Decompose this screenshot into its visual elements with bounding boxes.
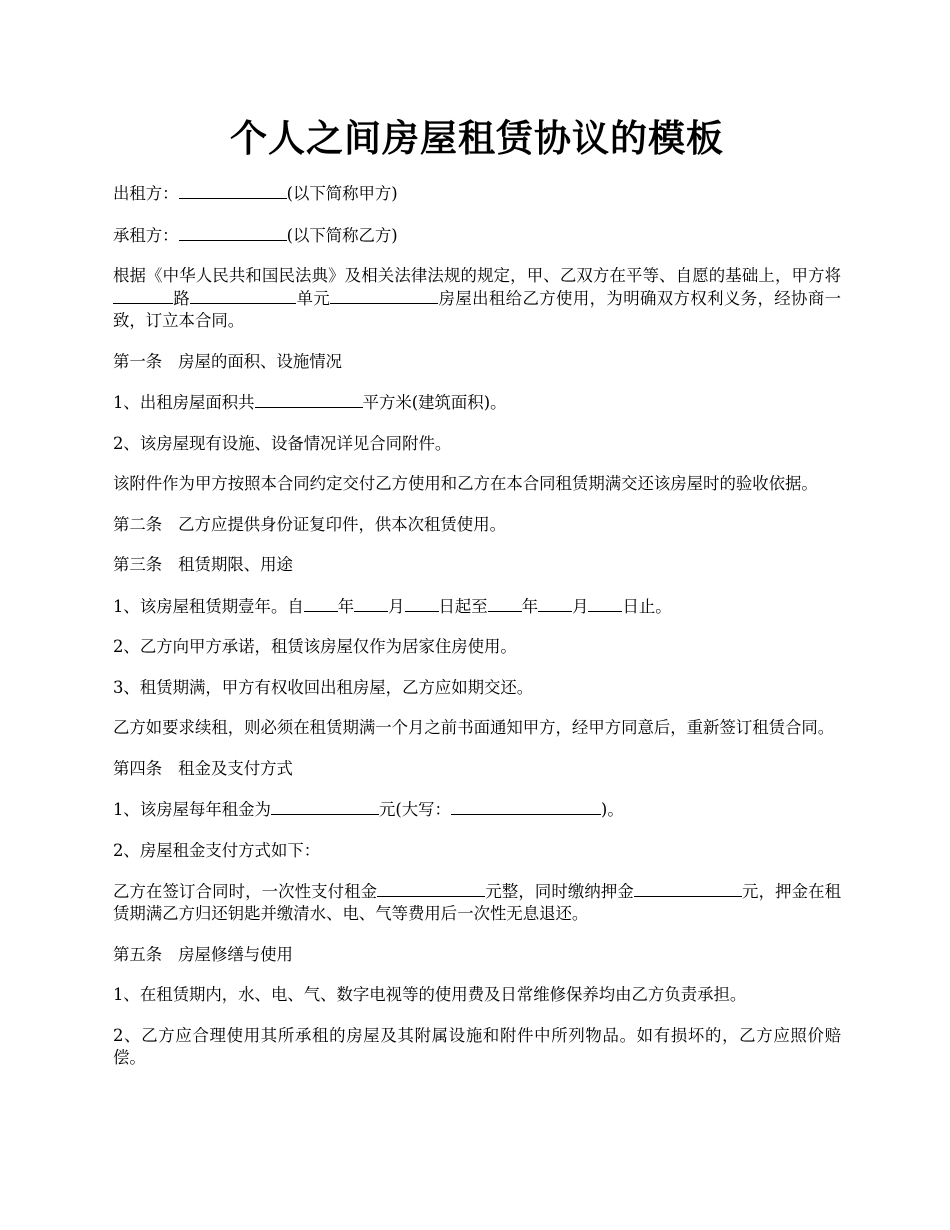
article-4-heading [113,758,841,780]
intro-text-2: 路 [173,289,191,308]
article-1-title: 房屋的面积、设施情况 [178,351,343,371]
article-4-payment [113,880,841,925]
intro-text-1: 根据《中华人民共和国民法典》及相关法律法规的规定，甲、乙双方在平等、自愿的基础上，甲方将 [113,266,841,285]
article-1-item-2: 2、该房屋现有设施、设备情况详见合同附件。 [113,433,452,453]
article-3-note: 乙方如要求续租，则必须在租赁期满一个月之前书面通知甲方，经甲方同意后，重新签订租赁合同。 [113,718,835,737]
end-month-label: 月 [572,596,589,616]
article-3-item-1 [113,595,841,618]
payment-text-3: 元，押金在租赁期满乙方归还钥匙并缴清水、电、气等费用后一次性无息退还。 [113,882,842,923]
end-year-label: 年 [521,596,539,616]
article-3-heading [113,554,841,576]
end-year-blank [488,595,522,612]
rent-text-3: )。 [600,800,624,819]
rent-text-2: 元(大写： [378,800,451,819]
rent-amount-blank [271,798,379,815]
rent-text-1: 1、该房屋每年租金为 [113,800,271,819]
article-4-title: 租金及支付方式 [178,758,293,778]
lessee-suffix: (以下简称乙方) [286,225,398,245]
article-3-title: 租赁期限、用途 [178,555,293,574]
article-5-number: 第五条 [113,944,163,964]
article-4-item-2: 2、房屋租金支付方式如下： [113,840,321,860]
payment-text-1: 乙方在签订合同时，一次性支付租金 [113,882,378,901]
article-2-title: 乙方应提供身份证复印件，供本次租赁使用。 [178,514,506,534]
article-3-number: 第三条 [113,555,163,574]
article-4-item-1 [113,798,841,821]
article-2-number: 第二条 [113,514,163,534]
intro-paragraph [113,265,841,332]
lessee-line [113,224,841,247]
article-5-heading [113,944,841,966]
article-3-item-3: 3、租赁期满，甲方有权收回出租房屋，乙方应如期交还。 [113,677,534,697]
area-text-2: 平方米(建筑面积)。 [362,393,507,412]
lessor-blank [179,182,287,199]
lessee-label: 承租方： [113,225,179,245]
article-5-item-2: 2、乙方应合理使用其所承租的房屋及其附属设施和附件中所列物品。如有损坏的，乙方应照价赔偿。 [113,1025,841,1067]
start-day-blank [405,595,439,612]
start-year-label: 年 [337,596,355,616]
lessor-line [113,182,841,205]
payment-text-2: 元整，同时缴纳押金 [485,882,634,901]
intro-text-3: 单元 [296,289,331,308]
area-text-1: 1、出租房屋面积共 [113,393,255,412]
rent-capital-blank [451,798,601,815]
unit-blank [190,287,296,304]
lessor-label: 出租方： [113,184,179,203]
start-year-blank [304,595,338,612]
document-title: 个人之间房屋租赁协议的模板 [230,116,724,160]
end-day-blank [588,595,622,612]
lessee-blank [179,224,287,241]
lessor-suffix: (以下简称甲方) [286,184,398,203]
article-3-item-2: 2、乙方向甲方承诺，租赁该房屋仅作为居家住房使用。 [113,637,517,656]
article-1-item-1 [113,391,841,414]
area-blank [255,391,363,408]
article-5-title: 房屋修缮与使用 [178,944,293,964]
article-1-number: 第一条 [113,351,163,371]
rent-payment-blank [377,880,485,897]
start-day-label: 日起至 [438,596,488,616]
article-4-number: 第四条 [113,758,163,778]
deposit-blank [634,880,742,897]
end-day-label: 日止。 [622,596,672,616]
article-5-item-1: 1、在租赁期内，水、电、气、数字电视等的使用费及日常维修保养均由乙方负责承担。 [113,985,747,1004]
road-blank [113,287,173,304]
room-blank [330,287,438,304]
article-1-note: 该附件作为甲方按照本合同约定交付乙方使用和乙方在本合同租赁期满交还该房屋时的验收依据。 [113,474,818,493]
document-page [113,112,841,1087]
intro-text-4: 房屋出租给乙方使用，为明确双方权利义务，经协商一致，订立本合同。 [113,289,842,330]
article-1-heading [113,351,841,373]
end-month-blank [538,595,572,612]
article-2-heading [113,514,841,536]
start-month-blank [354,595,388,612]
term-text: 1、该房屋租赁期壹年。自 [113,596,304,616]
start-month-label: 月 [388,596,405,616]
